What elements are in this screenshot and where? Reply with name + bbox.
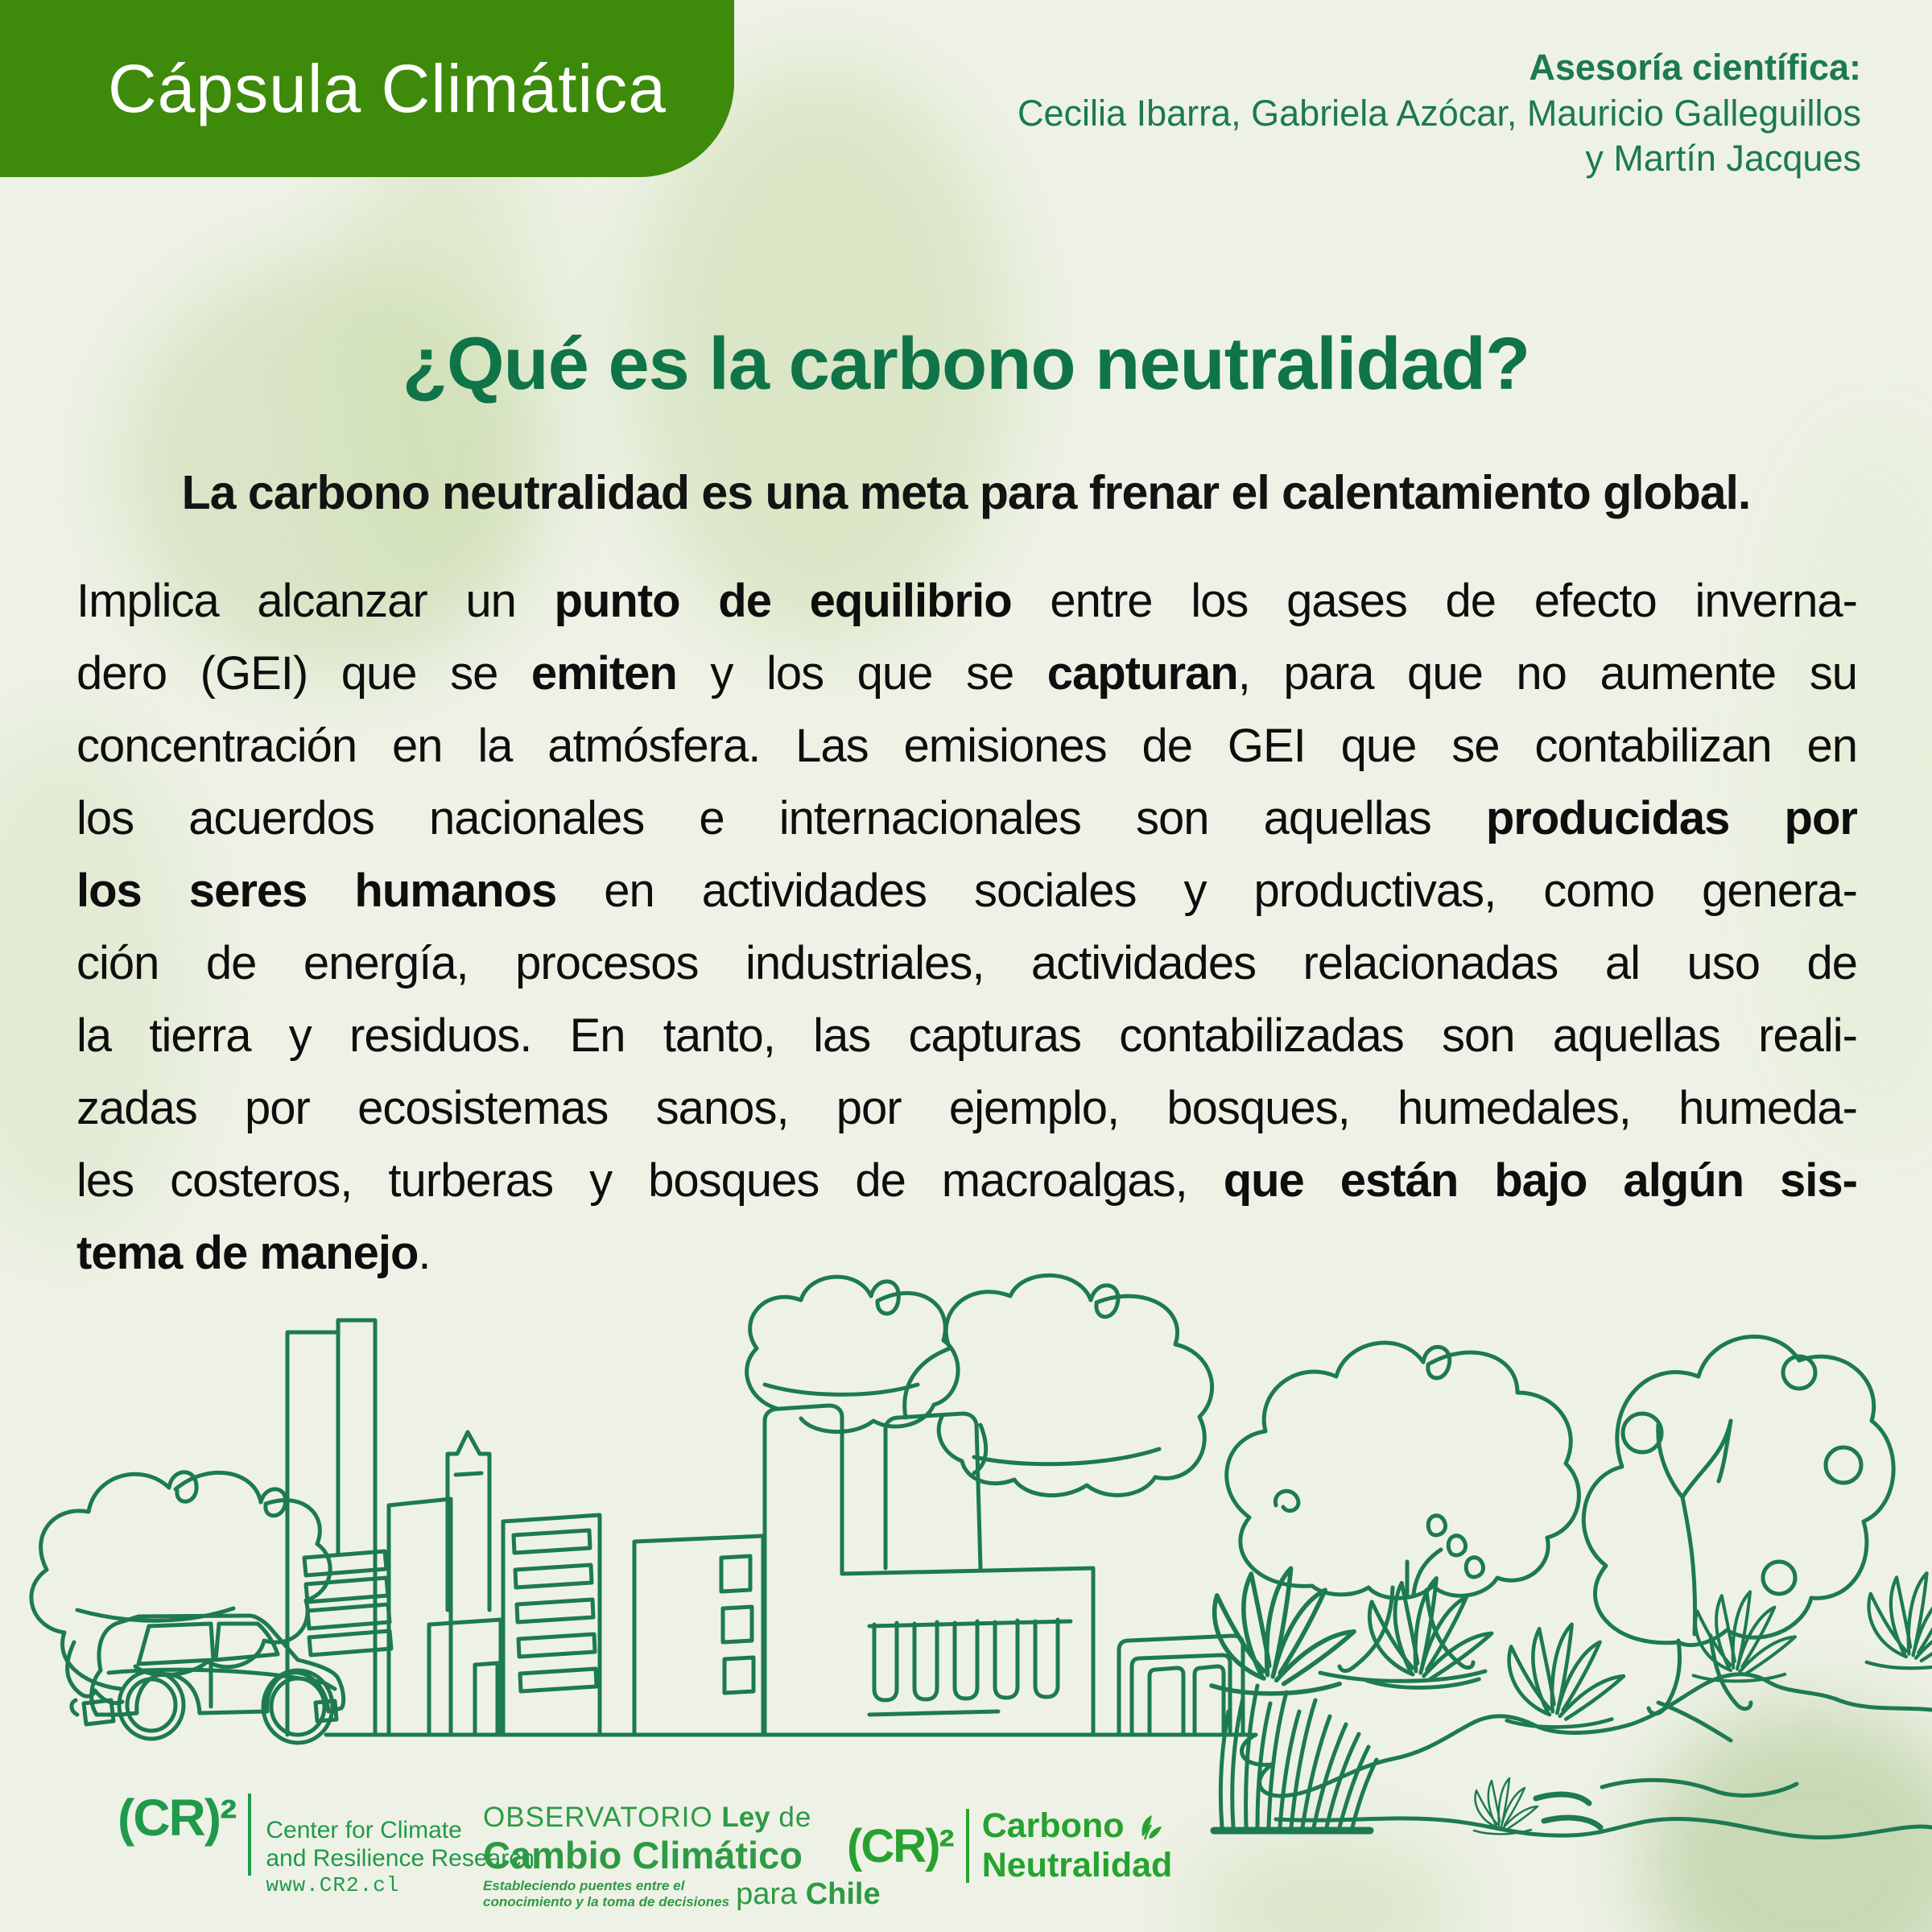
logo-divider	[248, 1794, 251, 1876]
cr2-logo	[118, 1789, 535, 1897]
tree-icon	[1227, 1343, 1579, 1681]
reeds-icon	[1214, 1686, 1377, 1831]
cr2-logo-mark: (CR)²	[118, 1789, 236, 1847]
logo-divider	[966, 1809, 969, 1883]
observatorio-de: de	[778, 1802, 812, 1833]
page-subtitle: La carbono neutralidad es una meta para frenar el calentamiento global.	[181, 466, 1751, 519]
neutralidad-label: Neutralidad	[981, 1846, 1173, 1885]
observatorio-para: para	[736, 1877, 798, 1912]
cr2-logo-mark: (CR)²	[847, 1819, 953, 1872]
observatorio-cambio-climatico: Cambio Climático	[483, 1834, 803, 1876]
paragraph-line: los acuerdos nacionales e internacionales son aquellas producidas por	[76, 792, 1857, 844]
paragraph-line: Implica alcanzar un punto de equilibrio entre los gases de efecto inverna-	[76, 575, 1857, 627]
car-icon	[72, 1616, 344, 1743]
page-title: ¿Qué es la carbono neutralidad?	[402, 323, 1530, 405]
leaves-icon	[1133, 1809, 1168, 1844]
cr2-logo-name-line: and Resilience Research	[266, 1845, 535, 1872]
cr2-logo-url[interactable]: www.CR2.cl	[266, 1872, 400, 1897]
body-paragraph	[76, 565, 1857, 1290]
small-building-icon	[1119, 1636, 1243, 1735]
paragraph-line: los seres humanos en actividades sociales y productivas, como genera-	[76, 865, 1857, 917]
observatorio-tagline-line: Estableciendo puentes entre el	[483, 1878, 685, 1894]
carbono-neutralidad-logo	[847, 1806, 1172, 1886]
scientific-credits	[1018, 45, 1861, 182]
paragraph-line: les costeros, turberas y bosques de macroalgas, que están bajo algún sis-	[76, 1154, 1857, 1207]
paragraph-line: zadas por ecosistemas sanos, por ejemplo, bosques, humedales, humeda-	[76, 1082, 1857, 1134]
credits-line: Cecilia Ibarra, Gabriela Azócar, Mauricio Galleguillos	[1018, 92, 1861, 134]
paragraph-line: tema de manejo.	[76, 1227, 431, 1279]
paragraph-line: la tierra y residuos. En tanto, las capturas contabilizadas son aquellas reali-	[76, 1009, 1857, 1062]
carbono-label: Carbono	[981, 1806, 1125, 1845]
paragraph-line: ción de energía, procesos industriales, actividades relacionadas al uso de	[76, 937, 1857, 989]
observatorio-word: OBSERVATORIO	[483, 1802, 713, 1833]
observatorio-logo	[483, 1802, 881, 1912]
observatorio-tagline-line: conocimiento y la toma de decisiones	[483, 1893, 730, 1909]
observatorio-chile: Chile	[805, 1877, 881, 1912]
observatorio-ley: Ley	[721, 1802, 770, 1833]
cr2-logo-name-line: Center for Climate	[266, 1817, 462, 1843]
city-buildings-icon	[287, 1320, 763, 1735]
credits-line: y Martín Jacques	[1585, 138, 1861, 180]
series-banner	[0, 0, 734, 177]
paragraph-line: concentración en la atmósfera. Las emisiones de GEI que se contabilizan en	[76, 720, 1857, 772]
paragraph-line: dero (GEI) que se emiten y los que se capturan, para que no aumente su	[76, 647, 1857, 700]
series-banner-label: Cápsula Climática	[108, 50, 667, 126]
credits-heading: Asesoría científica:	[1529, 47, 1861, 88]
factory-icon	[765, 1406, 1093, 1735]
